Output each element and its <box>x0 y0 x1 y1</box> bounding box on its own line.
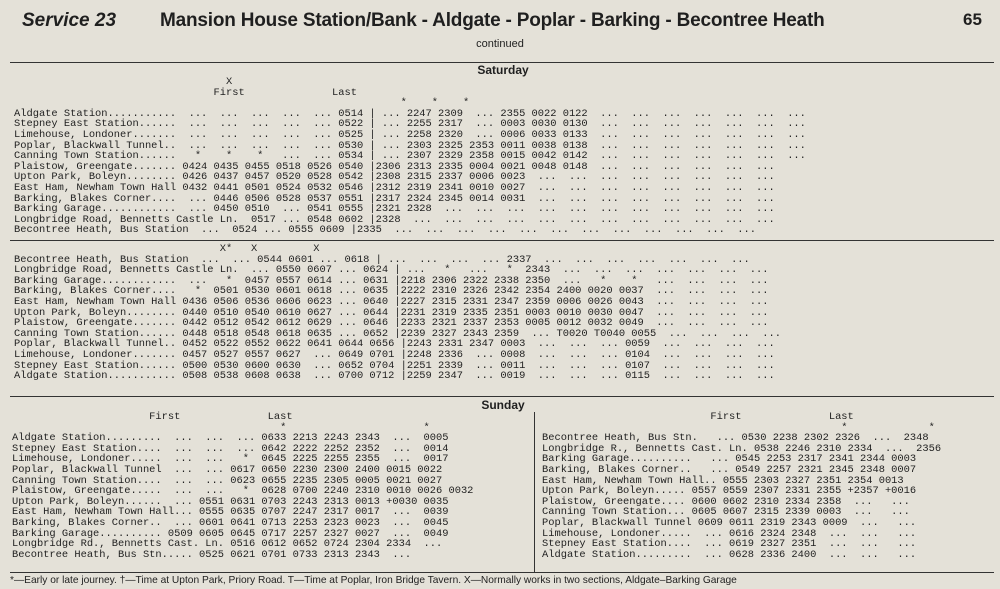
bottom-rule <box>10 572 994 573</box>
sunday-inbound-table: First Last * * Becontree Heath, Bus Stn. ... 0530 2238 2302 2326 ... 2348 Longbridge R., Bennetts Cast. Ln. 0538 2246 2310 2334 ... 2356 Barking Garage.......... ... 0545 2253 2317 2341 2344 0003 Barking, Blakes Corner.. ... 0549 2257 2321 2345 2348 0007 East Ham, Newham Town Hall.. 0555 2303 2327 2351 2354 0013 Upton Park, Boleyn..... 0557 0559 2307 2331 2355 +2357 +0016 Plaistow, Greengate.... 0600 0602 2310 2334 2358 ... ... Canning Town Station... 0605 0607 2315 2339 0003 ... ... Poplar, Blackwall Tunnel 0609 0611 2319 2343 0009 ... ... Limehouse, Londoner..... ... 0616 2324 2348 ... ... ... Stepney East Station.... ... 0619 2327 2351 ... ... ... Aldgate Station......... ... 0628 2336 2400 ... ... ... <box>542 411 942 561</box>
saturday-inbound-table: X* X X Becontree Heath, Bus Station ... ... 0544 0601 ... 0618 | ... ... ... ... 2337 ... ... ... ... ... ... ... Longbridge Road, Bennetts Castle Ln. ... 0550 0607 ... 0624 | ... * ... * 2343 ... ... ... ... ... ... ... Barking Garage............ ... * 0457 0557 0614 ... 0631 |2218 2306 2322 2338 2350 ... * * ... ... ... ... Barking, Blakes Corner.... * 0501 0530 0601 0618 ... 0635 |2222 2310 2326 2342 2354 2400 0020 0037 ... ... ... ... East Ham, Newham Town Hall 0436 0506 0536 0606 0623 ... 0640 |2227 2315 2331 2347 2359 0006 0026 0043 ... ... ... ... Upton Park, Boleyn........ 0440 0510 0540 0610 0627 ... 0644 |2231 2319 2335 2351 0003 0010 0030 0047 ... ... ... ... Plaistow, Greengate....... 0442 0512 0542 0612 0629 ... 0646 |2233 2321 2337 2353 0005 0012 0032 0049 ... ... ... ... Canning Town Station...... 0448 0518 0548 0618 0635 ... 0652 |2239 2327 2343 2359 ... T0020 T0040 0055 ... ... ... ... Poplar, Blackwall Tunnel.. 0452 0522 0552 0622 0641 0644 0656 |2243 2331 2347 0003 ... ... ... 0059 ... ... ... ... Limehouse, Londoner....... 0457 0527 0557 0627 ... 0649 0701 |2248 2336 ... 0008 ... ... ... 0104 ... ... ... ... Stepney East Station...... 0500 0530 0600 0630 ... 0652 0704 |2251 2339 ... 0011 ... ... ... 0107 ... ... ... ... Aldgate Station........... 0508 0538 0608 0638 ... 0700 0712 |2259 2347 ... 0019 ... ... ... 0115 ... ... ... ... <box>14 243 781 383</box>
service-number: Service 23 <box>22 10 117 31</box>
saturday-inbound-section <box>14 244 992 382</box>
sunday-column-divider <box>534 412 535 572</box>
saturday-heading: Saturday <box>477 63 529 77</box>
saturday-outbound-table: X First Last * * * Aldgate Station........... ... ... ... ... ... 0514 | ... 2247 2309 ... 2355 0022 0122 ... ... ... ... ... ... ... Stepney East Station...... ... ... ... ... ... 0522 | ... 2255 2317 ... 0003 0030 0130 ... ... ... ... ... ... ... Limehouse, Londoner....... ... ... ... ... ... 0525 | ... 2258 2320 ... 0006 0033 0133 ... ... ... ... ... ... ... Poplar, Blackwall Tunnel.. ... ... ... ... ... 0530 | ... 2303 2325 2353 0011 0038 0138 ... ... ... ... ... ... ... Canning Town Station...... * * * ... ... 0534 | ... 2307 2329 2358 0015 0042 0142 ... ... ... ... ... ... ... Plaistow, Greengate....... 0424 0435 0455 0518 0526 0540 |2306 2313 2335 0004 0021 0048 0148 ... ... ... ... ... ... Upton Park, Boleyn........ 0426 0437 0457 0520 0528 0542 |2308 2315 2337 0006 0023 ... ... ... ... ... ... ... ... East Ham, Newham Town Hall 0432 0441 0501 0524 0532 0546 |2312 2319 2341 0010 0027 ... ... ... ... ... ... ... ... Barking, Blakes Corner.... ... 0446 0506 0528 0537 0551 |2317 2324 2345 0014 0031 ... ... ... ... ... ... ... ... Barking Garage............ ... 0450 0510 ... 0541 0555 |2321 2328 ... ... ... ... ... ... ... ... ... ... ... Longbridge Road, Bennetts Castle Ln. 0517 ... 0548 0602 |2328 ... ... ... ... ... ... ... ... ... ... ... ... Becontree Heath, Bus Station ... 0524 ... 0555 0609 |2335 ... ... ... ... ... ... ... ... ... ... ... ... <box>14 76 806 237</box>
sunday-left-table <box>12 412 473 560</box>
sunday-rule <box>10 396 994 397</box>
continued-label: continued <box>476 38 524 50</box>
route-title: Mansion House Station/Bank - Aldgate - Poplar - Barking - Becontree Heath <box>160 10 825 31</box>
sunday-right-table <box>542 412 941 560</box>
sunday-outbound-table: First Last * * Aldgate Station......... ... ... ... 0633 2213 2243 2343 ... 0005 Stepney East Station.... ... ... ... 0642 2222 2252 2352 ... 0014 Limehouse, Londoner..... ... ... * 0645 2225 2255 2355 ... 0017 Poplar, Blackwall Tunnel ... ... 0617 0650 2230 2300 2400 0015 0022 Canning Town Station.... ... ... 0623 0655 2235 2305 0005 0021 0027 Plaistow, Greengate..... ... ... * 0628 0700 2240 2310 0010 0026 0032 Upton Park, Boleyn...... ... 0551 0631 0703 2243 2313 0013 +0030 0035 East Ham, Newham Town Hall... 0555 0635 0707 2247 2317 0017 ... 0039 Barking, Blakes Corner.. ... 0601 0641 0713 2253 2323 0023 ... 0045 Barking Garage.......... 0509 0605 0645 0717 2257 2327 0027 ... 0049 Longbridge Rd., Bennetts Cast. Ln. 0516 0612 0652 0724 2304 2334 ... Becontree Heath, Bus Stn..... 0525 0621 0701 0733 2313 2343 ... <box>12 411 474 561</box>
sunday-columns <box>10 412 994 572</box>
page-number: 65 <box>963 10 982 29</box>
sunday-heading: Sunday <box>481 398 525 412</box>
footnotes: *—Early or late journey. †—Time at Upton Park, Priory Road. T—Time at Poplar, Iron Bridge Tavern. X—Normally works in two sections, Aldgate–Barking Garage <box>10 575 737 586</box>
page-header <box>0 0 1000 62</box>
saturday-section <box>14 64 992 236</box>
saturday-divider <box>10 240 994 241</box>
